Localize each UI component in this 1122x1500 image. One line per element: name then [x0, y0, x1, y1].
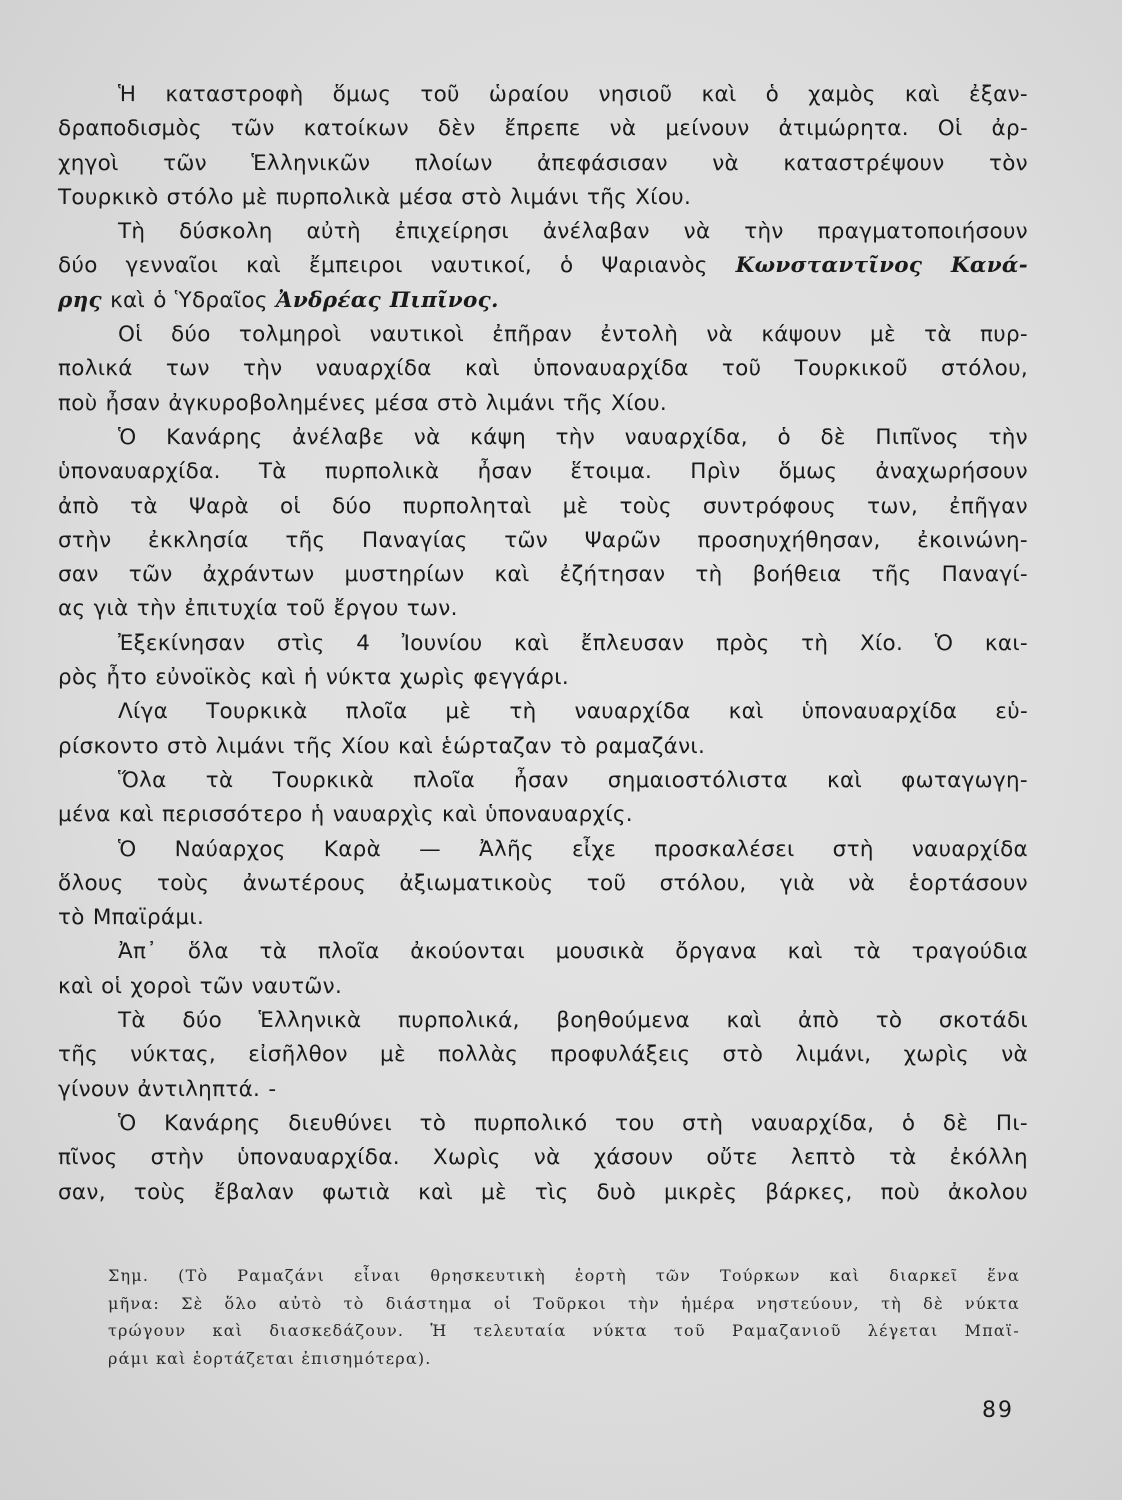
name-pipinos: Ἀνδρέας Πιπῖνος.: [275, 287, 499, 313]
text-line: πολικά των τὴν ναυαρχίδα καὶ ὑποναυαρχίδα τοῦ Τουρκικοῦ στόλου,: [58, 356, 1028, 382]
text-line: γίνουν ἀντιληπτά. -: [58, 1076, 277, 1102]
footnote-line: μῆνα: Σὲ ὅλο αὐτὸ τὸ διάστημα οἱ Τοῦρκοι τὴν ἡμέρα νηστεύουν, τὴ δὲ νύκτα: [108, 1293, 1020, 1313]
text-line: Ὁ Ναύαρχος Καρὰ — Ἀλῆς εἶχε προσκαλέσει στὴ ναυαρχίδα: [118, 836, 1028, 862]
footnote: [108, 1262, 1020, 1372]
text-line: ποὺ ἦσαν ἀγκυροβολημένες μέσα στὸ λιμάνι τῆς Χίου.: [58, 390, 667, 416]
page-number: 89: [982, 1398, 1014, 1423]
text-line: Λίγα Τουρκικὰ πλοῖα μὲ τὴ ναυαρχίδα καὶ ὑποναυαρχίδα εὑ-: [118, 699, 1028, 725]
text-line: μένα καὶ περισσότερο ἡ ναυαρχὶς καὶ ὑποναυαρχίς.: [58, 802, 633, 828]
main-text: [58, 78, 1028, 1210]
footnote-line: τρώγουν καὶ διασκεδάζουν. Ἡ τελευταία νύκτα τοῦ Ραμαζανιοῦ λέγεται Μπαϊ-: [108, 1321, 1020, 1340]
text-line: τὸ Μπαϊράμι.: [58, 905, 205, 931]
text-line: χηγοὶ τῶν Ἑλληνικῶν πλοίων ἀπεφάσισαν νὰ καταστρέψουν τὸν: [58, 150, 1028, 176]
text-line: στὴν ἐκκλησία τῆς Παναγίας τῶν Ψαρῶν προσηυχήθησαν, ἐκοινώνη-: [58, 527, 1028, 553]
text-line: πῖνος στὴν ὑποναυαρχίδα. Χωρὶς νὰ χάσουν οὔτε λεπτὸ τὰ ἐκόλλη: [58, 1145, 1028, 1171]
text-line: Ἀπ᾽ ὅλα τὰ πλοῖα ἀκούονται μουσικὰ ὄργανα καὶ τὰ τραγούδια: [118, 939, 1028, 965]
text-line: Οἱ δύο τολμηροὶ ναυτικοὶ ἐπῆραν ἐντολὴ νὰ κάψουν μὲ τὰ πυρ-: [118, 322, 1028, 348]
text-line: σαν τῶν ἀχράντων μυστηρίων καὶ ἐζήτησαν τὴ βοήθεια τῆς Παναγί-: [58, 562, 1028, 588]
text-line: Τουρκικὸ στόλο μὲ πυρπολικὰ μέσα στὸ λιμάνι τῆς Χίου.: [58, 184, 692, 210]
text-line: δραποδισμὸς τῶν κατοίκων δὲν ἔπρεπε νὰ μείνουν ἀτιμώρητα. Οἱ ἀρ-: [58, 116, 1028, 142]
text-line: ρὸς ἦτο εὐνοϊκὸς καὶ ἡ νύκτα χωρὶς φεγγάρι.: [58, 665, 569, 691]
text-line: Τὰ δύο Ἑλληνικὰ πυρπολικά, βοηθούμενα καὶ ἀπὸ τὸ σκοτάδι: [118, 1008, 1028, 1034]
text-fragment: δύο γενναῖοι καὶ ἔμπειροι ναυτικοί, ὁ Ψαριανὸς: [58, 253, 708, 279]
text-line: Ὅλα τὰ Τουρκικὰ πλοῖα ἦσαν σημαιοστόλιστα καὶ φωταγωγη-: [118, 767, 1028, 793]
name-kanaris: Κωνσταντῖνος Κανά-: [735, 253, 1028, 279]
text-line: Ἡ καταστροφὴ ὅμως τοῦ ὡραίου νησιοῦ καὶ ὁ χαμὸς καὶ ἐξαν-: [118, 82, 1028, 107]
text-line: ὑποναυαρχίδα. Τὰ πυρπολικὰ ἦσαν ἕτοιμα. Πρὶν ὅμως ἀναχωρήσουν: [58, 459, 1028, 485]
text-line: Ὁ Κανάρης διευθύνει τὸ πυρπολικό του στὴ ναυαρχίδα, ὁ δὲ Πι-: [118, 1110, 1028, 1136]
text-line: ρίσκοντο στὸ λιμάνι τῆς Χίου καὶ ἑώρταζαν τὸ ραμαζάνι.: [58, 733, 706, 759]
text-line: ὅλους τοὺς ἀνωτέρους ἀξιωματικοὺς τοῦ στόλου, γιὰ νὰ ἑορτάσουν: [58, 870, 1028, 896]
text-line: τῆς νύκτας, εἰσῆλθον μὲ πολλὰς προφυλάξεις στὸ λιμάνι, χωρὶς νὰ: [58, 1042, 1028, 1068]
text-line: Τὴ δύσκολη αὐτὴ ἐπιχείρησι ἀνέλαβαν νὰ τὴν πραγματοποιήσουν: [118, 219, 1028, 245]
text-line-with-name: [58, 249, 1028, 283]
footnote-line: ράμι καὶ ἑορτάζεται ἐπισημότερα).: [108, 1348, 432, 1368]
text-line: Ὁ Κανάρης ἀνέλαβε νὰ κάψη τὴν ναυαρχίδα, ὁ δὲ Πιπῖνος τὴν: [118, 424, 1028, 450]
text-line: ἀπὸ τὰ Ψαρὰ οἱ δύο πυρποληταὶ μὲ τοὺς συντρόφους των, ἐπῆγαν: [58, 493, 1028, 519]
text-line: καὶ οἱ χοροὶ τῶν ναυτῶν.: [58, 973, 343, 999]
footnote-line: Σημ. (Τὸ Ραμαζάνι εἶναι θρησκευτικὴ ἑορτὴ τῶν Τούρκων καὶ διαρκεῖ ἕνα: [108, 1266, 1020, 1285]
name-kanaris-end: ρης: [58, 287, 102, 313]
text-line-with-name: [58, 284, 1028, 318]
text-fragment: καὶ ὁ Ὑδραῖος: [110, 287, 268, 313]
text-line: σαν, τοὺς ἔβαλαν φωτιὰ καὶ μὲ τὶς δυὸ μικρὲς βάρκες, ποὺ ἀκολου: [58, 1179, 1028, 1205]
text-line: ας γιὰ τὴν ἐπιτυχία τοῦ ἔργου των.: [58, 596, 458, 622]
text-line: Ἐξεκίνησαν στὶς 4 Ἰουνίου καὶ ἔπλευσαν πρὸς τὴ Χίο. Ὁ και-: [118, 630, 1028, 656]
